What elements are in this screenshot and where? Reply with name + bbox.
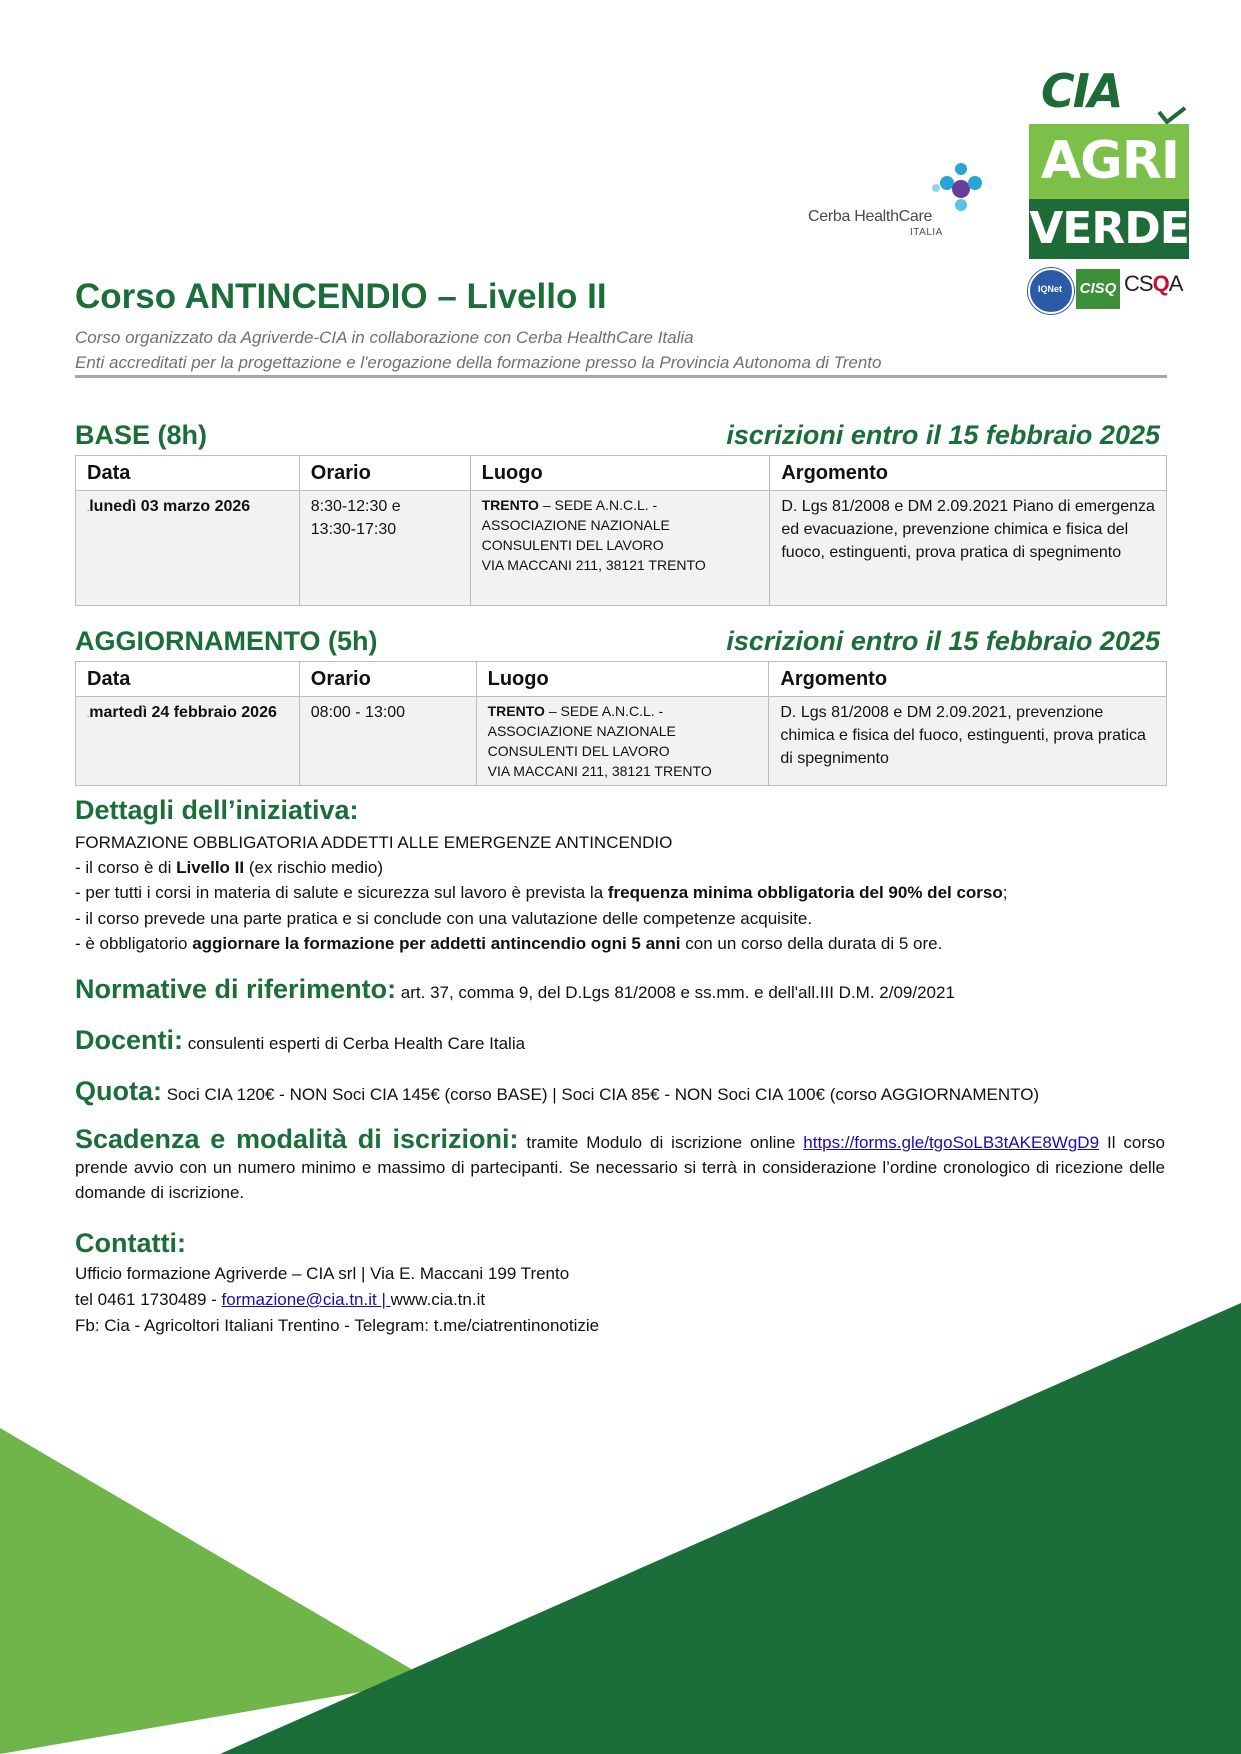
- subtitle-accreditation: Enti accreditati per la progettazione e l'erogazione della formazione presso la Provincia Autonoma di Trento: [75, 353, 882, 372]
- docenti-text: consulenti esperti di Cerba Health Care Italia: [183, 1034, 526, 1053]
- contatti-line-3: Fb: Cia - Agricoltori Italiani Trentino - Telegram: t.me/ciatrentinonotizie: [75, 1316, 600, 1335]
- cell-place: TRENTO – SEDE A.N.C.L. - ASSOCIAZIONE NAZIONALE CONSULENTI DEL LAVORO VIA MACCANI 211, 38121 TRENTO: [476, 697, 769, 786]
- quota-section: [75, 1076, 1039, 1107]
- cerba-sub: ITALIA: [910, 227, 943, 238]
- details-line-5: - è obbligatorio aggiornare la formazione per addetti antincendio ogni 5 anni con un corso della durata di 5 ore.: [75, 934, 943, 953]
- contatti-heading: Contatti:: [75, 1228, 186, 1258]
- verde-text: VERDE: [1029, 203, 1189, 254]
- col-luogo: Luogo: [476, 662, 769, 697]
- cell-topic: D. Lgs 81/2008 e DM 2.09.2021 Piano di emergenza ed evacuazione, prevenzione chimica e fisica del fuoco, estinguenti, prova pratica di spegnimento: [770, 491, 1167, 606]
- iqnet-badge: IQNet: [1028, 268, 1074, 314]
- details-heading: Dettagli dell’iniziativa:: [75, 795, 359, 825]
- agriverde-logo: [1027, 64, 1191, 259]
- table-row: [76, 697, 1167, 786]
- page-title: Corso ANTINCENDIO – Livello II: [75, 277, 607, 316]
- details-line-1: FORMAZIONE OBBLIGATORIA ADDETTI ALLE EMERGENZE ANTINCENDIO: [75, 833, 673, 852]
- quota-heading: Quota:: [75, 1076, 162, 1106]
- update-section-header: [75, 626, 1160, 662]
- docenti-heading: Docenti:: [75, 1025, 183, 1055]
- table-row: [76, 491, 1167, 606]
- cia-wordmark: CIA: [1041, 64, 1122, 118]
- checkmark-icon: [1157, 106, 1187, 126]
- col-luogo: Luogo: [470, 456, 770, 491]
- cell-date: .lunedì 03 marzo 2026: [76, 491, 300, 606]
- cisq-badge: CISQ: [1076, 269, 1120, 309]
- normative-heading: Normative di riferimento:: [75, 974, 397, 1004]
- update-deadline: iscrizioni entro il 15 febbraio 2025: [726, 626, 1160, 656]
- col-orario: Orario: [299, 456, 470, 491]
- header-divider: [75, 375, 1167, 378]
- quota-text: Soci CIA 120€ - NON Soci CIA 145€ (corso BASE) | Soci CIA 85€ - NON Soci CIA 100€ (corso AGGIORNAMENTO): [162, 1085, 1040, 1104]
- cell-time: 08:00 - 13:00: [299, 697, 476, 786]
- normative-text: art. 37, comma 9, del D.Lgs 81/2008 e ss.mm. e dell'all.III D.M. 2/09/2021: [396, 983, 955, 1002]
- subtitle-organizer: Corso organizzato da Agriverde-CIA in collaborazione con Cerba HealthCare Italia: [75, 328, 694, 347]
- update-schedule-table: [75, 661, 1167, 786]
- col-argomento: Argomento: [769, 662, 1167, 697]
- table-header-row: [76, 662, 1167, 697]
- certification-logos: [1028, 268, 1192, 308]
- details-line-2: - il corso è di Livello II (ex rischio medio): [75, 858, 383, 877]
- table-header-row: [76, 456, 1167, 491]
- details-line-3: - per tutti i corsi in materia di salute e sicurezza sul lavoro è prevista la frequenza minima obbligatoria del 90% del corso;: [75, 883, 1008, 902]
- email-link[interactable]: formazione@cia.tn.it |: [221, 1290, 391, 1309]
- base-schedule-table: [75, 455, 1167, 606]
- cell-place: TRENTO – SEDE A.N.C.L. - ASSOCIAZIONE NAZIONALE CONSULENTI DEL LAVORO VIA MACCANI 211, 38121 TRENTO: [470, 491, 770, 606]
- col-argomento: Argomento: [770, 456, 1167, 491]
- cell-topic: D. Lgs 81/2008 e DM 2.09.2021, prevenzione chimica e fisica del fuoco, estinguenti, prova pratica di spegnimento: [769, 697, 1167, 786]
- col-data: Data: [76, 456, 300, 491]
- contatti-line-1: Ufficio formazione Agriverde – CIA srl | Via E. Maccani 199 Trento: [75, 1264, 570, 1283]
- base-title: BASE (8h): [75, 420, 208, 450]
- cell-time: 8:30-12:30 e 13:30-17:30: [299, 491, 470, 606]
- docenti-section: [75, 1025, 525, 1056]
- csqa-badge: CSQA: [1124, 271, 1183, 296]
- base-deadline: iscrizioni entro il 15 febbraio 2025: [726, 420, 1160, 450]
- scadenza-section: Scadenza e modalità di iscrizioni: tramite Modulo di iscrizione online https://forms.gle/tgoSoLB3tAKE8WgD9 Il corso prende avvio con un numero minimo e massimo di partecipanti. Se necessario si terrà in considerazione l’ordine cronologico di ricezione delle domande di iscrizione.: [75, 1124, 1165, 1202]
- cerba-logo: [808, 158, 998, 238]
- col-data: Data: [76, 662, 300, 697]
- contatti-line-2: tel 0461 1730489 - formazione@cia.tn.it | www.cia.tn.it: [75, 1290, 486, 1309]
- registration-form-link[interactable]: https://forms.gle/tgoSoLB3tAKE8WgD9: [803, 1133, 1100, 1152]
- agri-text: AGRI: [1040, 131, 1180, 191]
- website-text: www.cia.tn.it: [390, 1290, 486, 1309]
- normative-section: [75, 974, 955, 1005]
- details-line-4: - il corso prevede una parte pratica e si conclude con una valutazione delle competenze acquisite.: [75, 909, 813, 928]
- update-title: AGGIORNAMENTO (5h): [75, 626, 378, 656]
- base-section-header: [75, 420, 1160, 456]
- col-orario: Orario: [299, 662, 476, 697]
- scadenza-heading: Scadenza e modalità di iscrizioni:: [75, 1124, 519, 1154]
- cell-date: .martedì 24 febbraio 2026: [76, 697, 300, 786]
- cerba-name: Cerba HealthCare: [808, 208, 933, 225]
